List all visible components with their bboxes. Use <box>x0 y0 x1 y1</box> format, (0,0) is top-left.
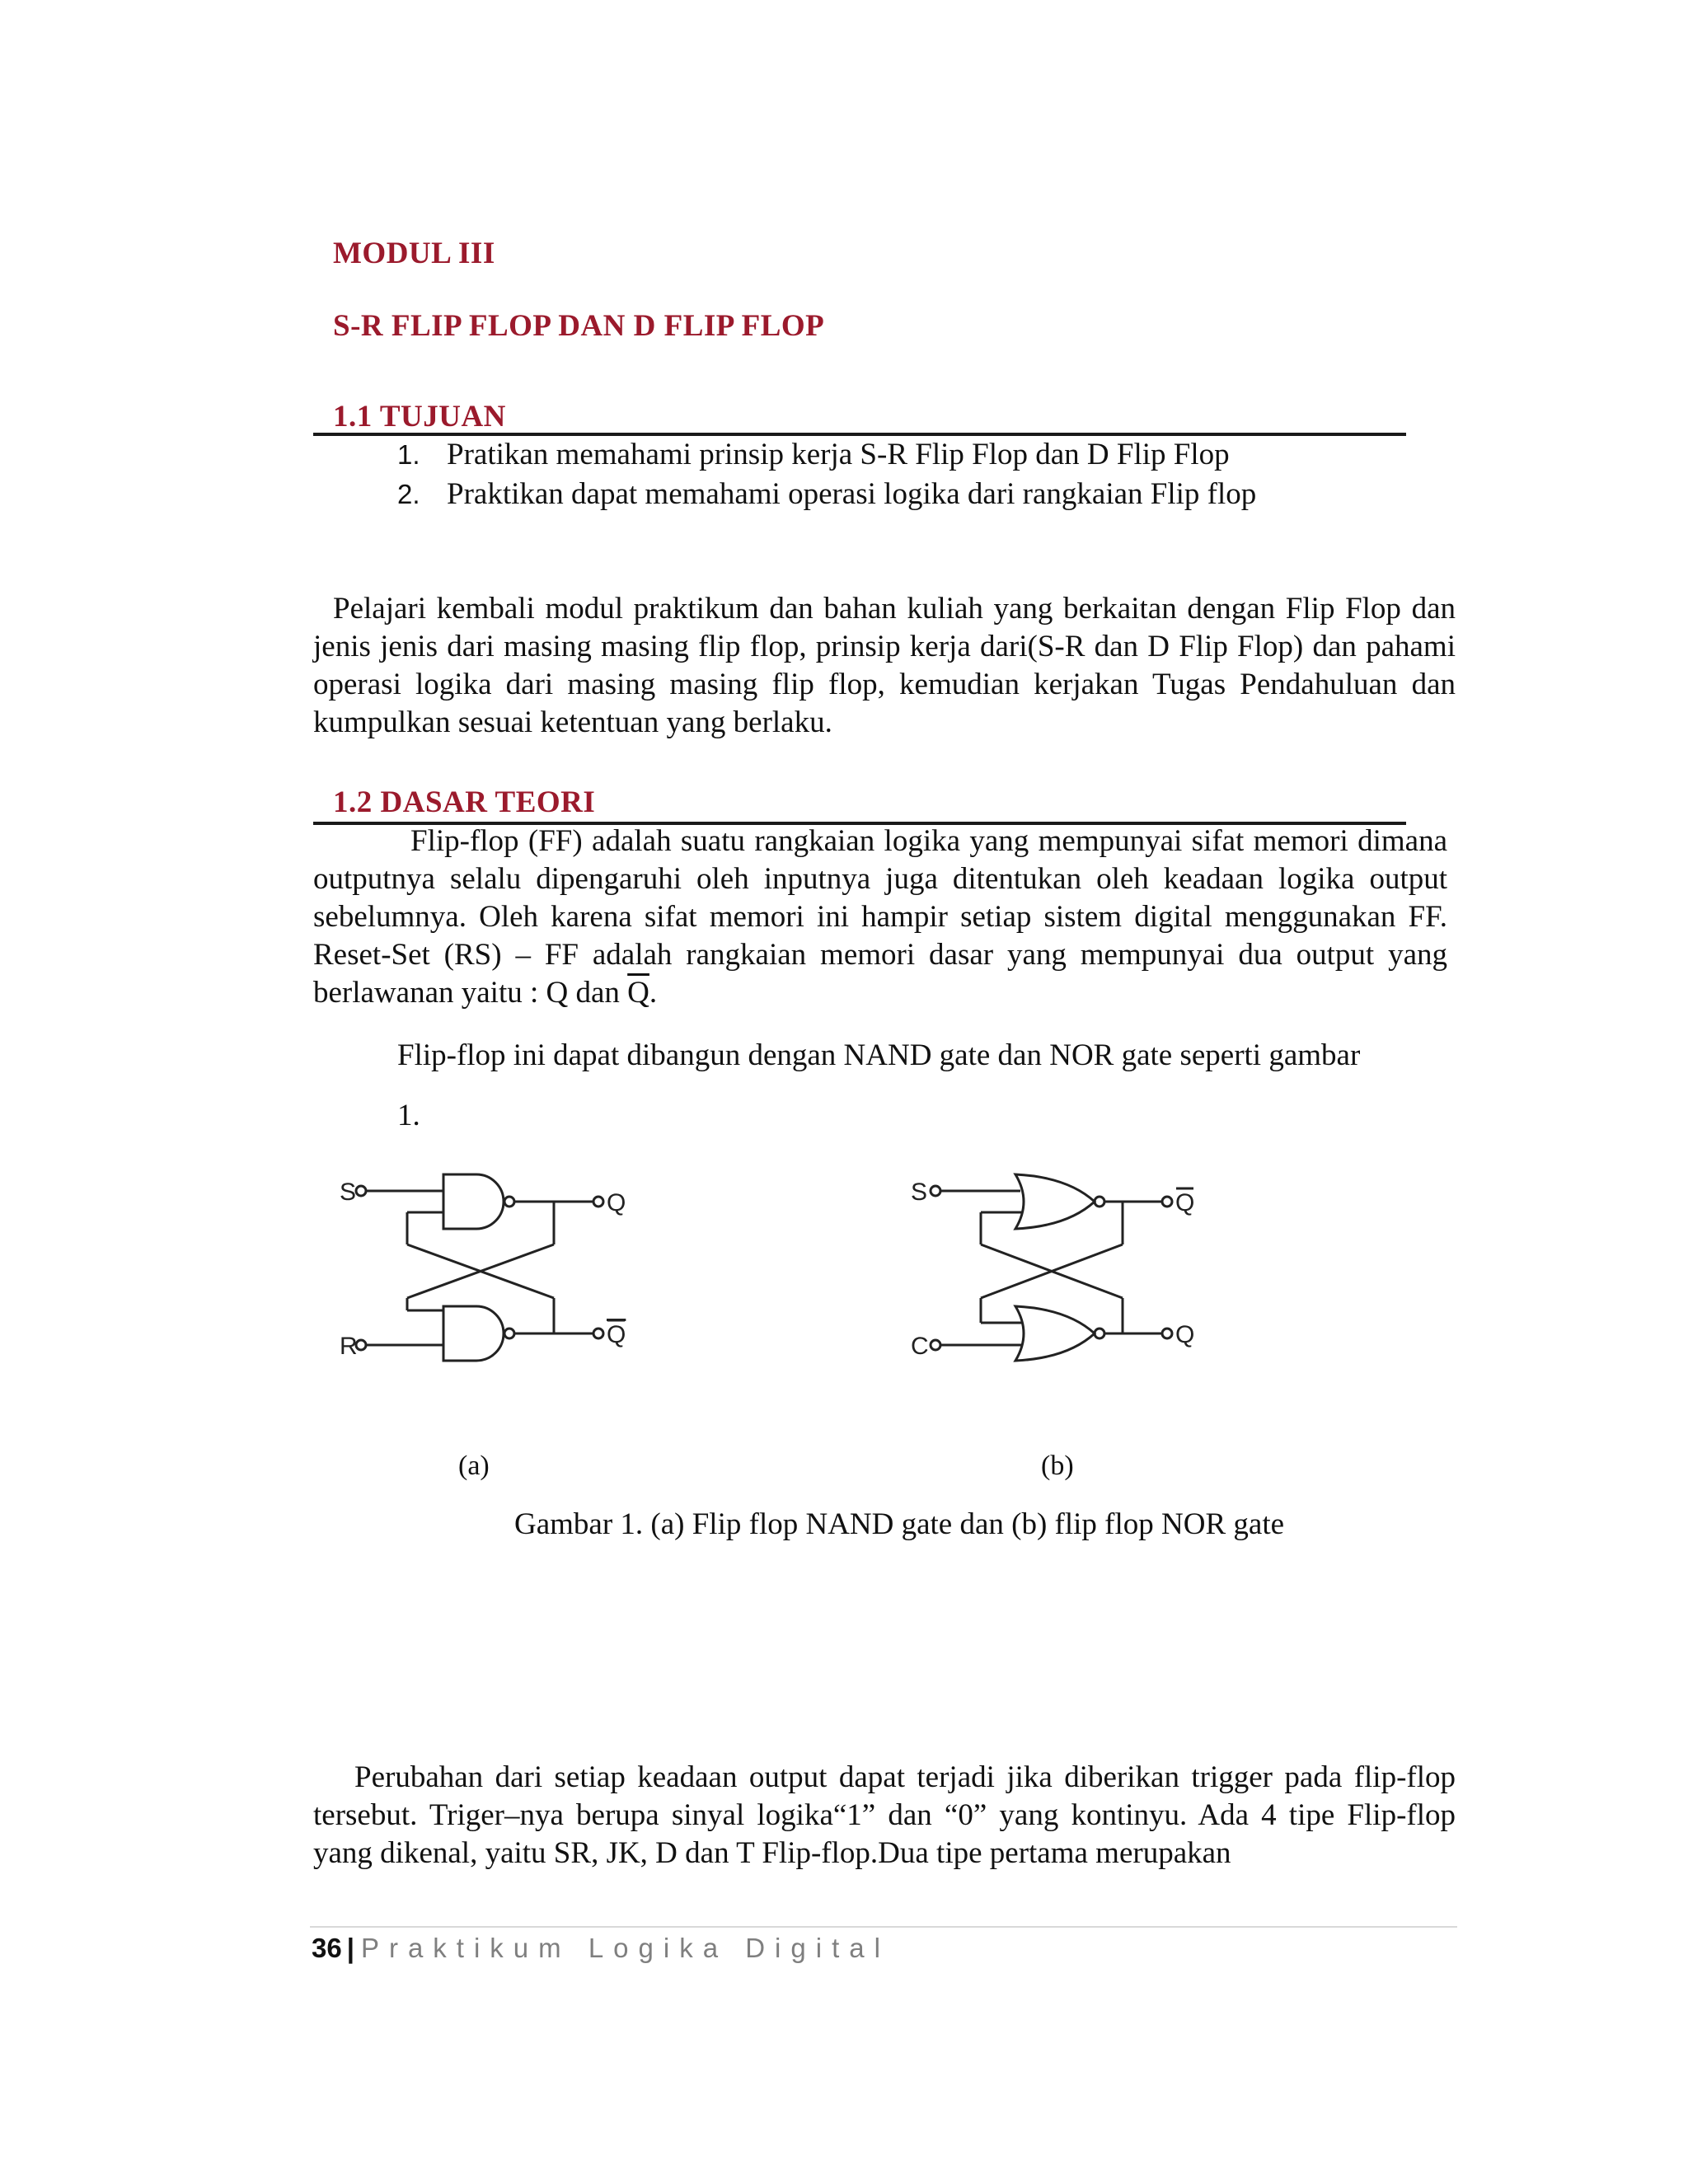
flip-flop-figure <box>321 1154 1261 1500</box>
nor-gate-top <box>1015 1174 1095 1229</box>
list-number: 2. <box>397 479 420 509</box>
label-s: S <box>911 1179 928 1206</box>
nand-gate-top <box>443 1174 504 1229</box>
intro-paragraph-text: Pelajari kembali modul praktikum dan bahan kuliah yang berkaitan dengan Flip Flop dan jenis jenis dari masing masing flip flop, prinsip kerja dari(S-R dan D Flip Flop) dan pahami operasi logika dari masing masing flip flop, kemudian kerjakan Tugas Pendahuluan dan kumpulkan sesuai ketentuan yang berlaku. <box>313 592 1456 739</box>
trigger-paragraph-text: Perubahan dari setiap keadaan output dapat terjadi jika diberikan trigger pada flip-flop tersebut. Triger–nya berupa sinyal logika“1” dan “0” yang kontinyu. Ada 4 tipe Flip-flop yang dikenal, yaitu SR, JK, D dan T Flip-flop.Dua tipe pertama merupakan <box>313 1760 1456 1870</box>
figure-caption: Gambar 1. (a) Flip flop NAND gate dan (b) flip flop NOR gate <box>514 1507 1285 1541</box>
label-r: R <box>340 1333 358 1360</box>
module-title: S-R FLIP FLOP DAN D FLIP FLOP <box>333 309 825 343</box>
output-terminal <box>593 1329 603 1338</box>
label-q: Q <box>1175 1321 1195 1348</box>
intro-paragraph <box>313 590 1456 742</box>
footer-rule <box>310 1926 1457 1928</box>
inversion-bubble <box>504 1197 514 1207</box>
theory-paragraph-text: Flip-flop (FF) adalah suatu rangkaian logika yang mempunyai sifat memori dimana outputnya selalu dipengaruhi oleh inputnya juga ditentukan oleh keadaan logika output sebelumnya. Oleh karena sifat memori ini hampir setiap sistem digital menggunakan FF. Reset-Set (RS) – FF adalah rangkaian memori dasar yang mempunyai dua output yang berlawanan yaitu : Q dan <box>313 824 1447 1010</box>
footer-title: Praktikum Logika Digital <box>360 1933 890 1963</box>
inversion-bubble <box>504 1329 514 1338</box>
section-heading-dasar-teori: 1.2 DASAR TEORI <box>333 785 596 819</box>
q-bar-symbol: $\overline{Q}$ <box>627 976 649 1010</box>
label-c: C <box>911 1333 929 1360</box>
list-number: 1. <box>397 439 420 470</box>
nand-flip-flop-diagram <box>340 1174 626 1361</box>
list-item <box>397 435 1256 475</box>
nand-nor-sentence-end: 1. <box>397 1099 420 1132</box>
section-heading-tujuan: 1.1 TUJUAN <box>333 400 506 434</box>
figure-label-b: (b) <box>1041 1451 1074 1481</box>
nand-nor-sentence: Flip-flop ini dapat dibangun dengan NAND gate dan NOR gate seperti gambar <box>397 1038 1361 1072</box>
figure-label-a: (a) <box>458 1451 490 1481</box>
nor-gate-bottom <box>1015 1306 1095 1361</box>
nor-flip-flop-diagram <box>911 1174 1194 1361</box>
label-q: Q <box>607 1189 626 1216</box>
footer-separator: | <box>346 1933 354 1963</box>
page-number: 36 <box>312 1933 342 1963</box>
objectives-list <box>397 435 1256 514</box>
label-s: S <box>340 1179 357 1206</box>
theory-paragraph <box>313 823 1447 1012</box>
module-heading: MODUL III <box>333 237 495 270</box>
list-item-text: Pratikan memahami prinsip kerja S-R Flip Flop dan D Flip Flop <box>447 438 1230 471</box>
input-terminal <box>356 1186 366 1196</box>
list-item <box>397 475 1256 514</box>
label-q-bar: Q <box>607 1321 626 1348</box>
page-footer <box>312 1933 890 1964</box>
trigger-paragraph <box>313 1759 1456 1872</box>
output-terminal <box>1162 1197 1172 1207</box>
input-terminal <box>931 1340 940 1350</box>
input-terminal <box>356 1340 366 1350</box>
label-q-bar: Q <box>1175 1189 1195 1216</box>
output-terminal <box>1162 1329 1172 1338</box>
nand-gate-bottom <box>443 1306 504 1361</box>
list-item-text: Praktikan dapat memahami operasi logika dari rangkaian Flip flop <box>447 477 1257 511</box>
input-terminal <box>931 1186 940 1196</box>
theory-paragraph-end: . <box>649 976 658 1010</box>
output-terminal <box>593 1197 603 1207</box>
